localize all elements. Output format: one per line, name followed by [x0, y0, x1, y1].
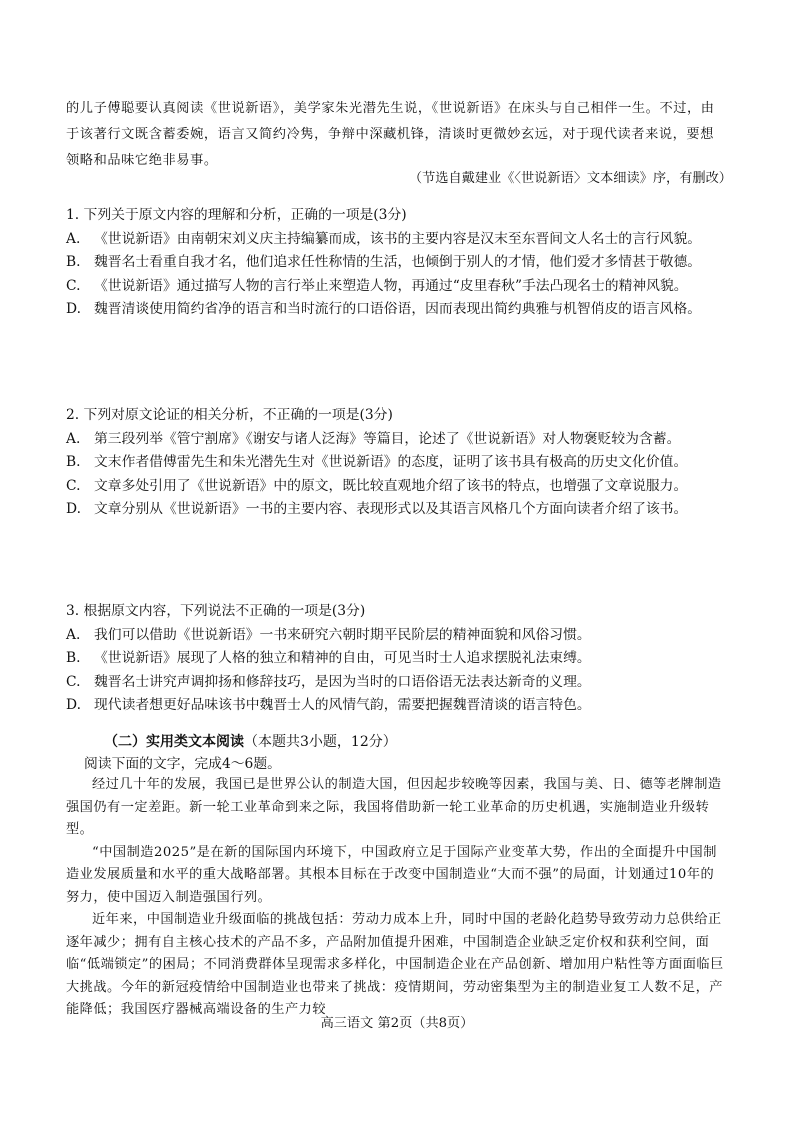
article-paragraph: “中国制造2025”是在新的国际国内环境下，中国政府立足于国际产业变革大势，作出的全面提升中国制造业发展质量和水平的重大战略部署。其根本目标在于改变中国制造业“大而不强”的局面，计划通过10年的努力，使中国迈入制造强国行列。 — [66, 844, 717, 905]
option-text: 魏晋名士看重自我才名，他们追求任性称情的生活，也倾倒于别人的才情，他们爱才多情甚于敬德。 — [94, 254, 702, 270]
option-text: 现代读者想更好品味该书中魏晋士人的风情气韵，需要把握魏晋清谈的语言特色。 — [94, 697, 591, 713]
option-label: A. — [66, 230, 81, 247]
article-paragraph: 经过几十年的发展，我国已是世界公认的制造大国，但因起步较晚等因素，我国与美、日、德等老牌制造强国仍有一定差距。新一轮工业革命到来之际，我国将借助新一轮工业革命的历史机遇，实施制造业升级转型。 — [66, 777, 722, 837]
option-text: 我们可以借助《世说新语》一书来研究六朝时期平民阶层的精神面貌和风俗习惯。 — [94, 626, 591, 643]
question-1 — [66, 204, 726, 322]
question-stem: 3. 根据原文内容，下列说法不正确的一项是(3分) — [66, 603, 366, 619]
question-stem: 1. 下列关于原文内容的理解和分析，正确的一项是(3分) — [66, 207, 407, 223]
reading-instruction: 阅读下面的文字，完成4～6题。 — [84, 756, 281, 772]
option-a — [66, 624, 726, 648]
intro-paragraph: 的儿子傅聪要认真阅读《世说新语》，美学家朱光潜先生说，《世说新语》在床头与自己相伴一生。不过，由于该著行文既含蓄委婉，语言又简约冷隽，争辩中深藏机锋，清谈时更微妙玄远，对于现代读者来说，要想领略和品味它绝非易事。 — [66, 101, 715, 168]
option-label: D. — [66, 697, 81, 713]
option-text: 文末作者借傅雷先生和朱光潜先生对《世说新语》的态度，证明了该书具有极高的历史文化价值。 — [94, 454, 688, 470]
article-paragraph: 近年来，中国制造业升级面临的挑战包括：劳动力成本上升，同时中国的老龄化趋势导致劳动力总供给正逐年减少；拥有自主核心技术的产品不多，产品附加值提升困难，中国制造企业缺乏定价权和获利空间，面临“低端锁定”的困局；不同消费群体呈现需求多样化，中国制造企业在产品创新、增加用户粘性等方面面临巨大挑战。今年的新冠疫情给中国制造业也带来了挑战：疫情期间，劳动密集型为主的制造业复工人数不足，产能降低；我国医疗器械高端设备的生产力较 — [66, 912, 724, 1017]
option-text: 文章多处引用了《世说新语》中的原文，既比较直观地介绍了该书的特点，也增强了文章说服力。 — [94, 477, 688, 494]
option-c — [66, 671, 726, 695]
article-body — [66, 774, 726, 1022]
option-label: B. — [66, 650, 81, 666]
option-b — [66, 647, 726, 671]
option-label: A. — [66, 430, 81, 447]
question-2 — [66, 404, 726, 522]
option-text: 《世说新语》展现了人格的独立和精神的自由，可见当时士人追求摆脱礼法束缚。 — [94, 650, 591, 666]
option-label: B. — [66, 454, 81, 470]
option-label: C. — [66, 673, 81, 690]
source-citation: （节选自戴建业《〈世说新语〉文本细读》序，有删改） — [408, 171, 732, 186]
option-c — [66, 275, 726, 299]
option-c — [66, 475, 726, 499]
question-stem: 2. 下列对原文论证的相关分析，不正确的一项是(3分) — [66, 407, 393, 423]
option-text: 第三段列举《管宁割席》《谢安与诸人泛海》等篇目，论述了《世说新语》对人物褒贬较为含蓄。 — [94, 430, 681, 447]
option-text: 魏晋清谈使用简约省净的语言和当时流行的口语俗语，因而表现出简约典雅与机智俏皮的语言风格。 — [94, 301, 702, 317]
option-a — [66, 228, 726, 252]
section-title: （二）实用类文本阅读 — [104, 734, 244, 750]
option-label: D. — [66, 301, 81, 317]
option-label: A. — [66, 626, 81, 643]
option-d — [66, 498, 726, 522]
option-text: 魏晋名士讲究声调抑扬和修辞技巧，是因为当时的口语俗语无法表达新奇的义理。 — [94, 673, 591, 690]
option-d — [66, 694, 726, 718]
option-label: C. — [66, 477, 81, 494]
question-3 — [66, 600, 726, 718]
page-footer: 高三语文 第2页（共8页） — [320, 1016, 474, 1031]
option-b — [66, 451, 726, 475]
option-text: 《世说新语》由南朝宋刘义庆主持编纂而成，该书的主要内容是汉末至东晋间文人名士的言行风貌。 — [94, 230, 702, 247]
section-heading — [104, 731, 397, 751]
option-d — [66, 298, 726, 322]
option-text: 文章分别从《世说新语》一书的主要内容、表现形式以及其语言风格几个方面向读者介绍了该书。 — [94, 501, 688, 517]
option-label: D. — [66, 501, 81, 517]
option-label: B. — [66, 254, 81, 270]
section-note: （本题共3小题，12分） — [244, 734, 397, 750]
option-text: 《世说新语》通过描写人物的言行举止来塑造人物，再通过“皮里春秋”手法凸现名士的精神风貌。 — [94, 277, 688, 294]
option-b — [66, 251, 726, 275]
option-a — [66, 428, 726, 452]
option-label: C. — [66, 277, 81, 294]
